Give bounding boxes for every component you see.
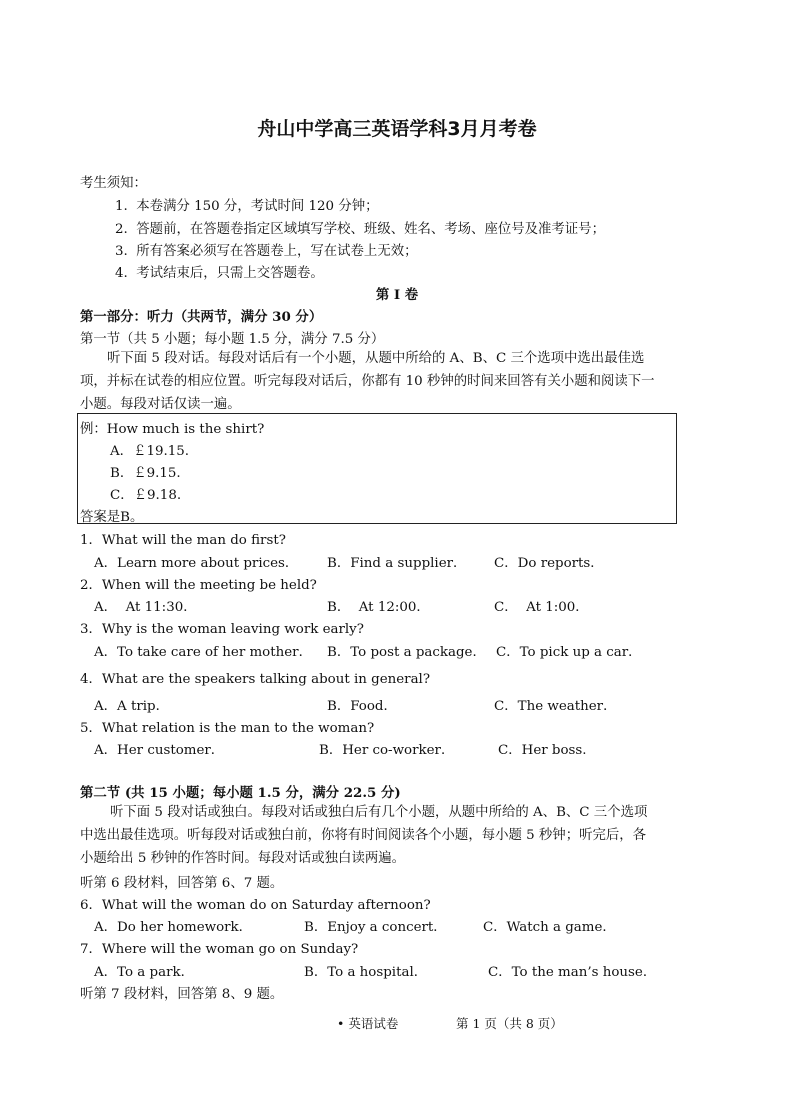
question-stem: 7．Where will the woman go on Sunday? [80, 942, 359, 957]
option-b: B．To post a package． [327, 645, 486, 660]
option-b: B．Food． [327, 699, 397, 714]
option-c: C．The weather． [494, 699, 617, 714]
section1-instructions [80, 347, 714, 416]
instruction-line: 中选出最佳选项。听每段对话或独白前，你将有时间阅读各个小题，每小题 5 秒钟；听完后，各 [80, 828, 647, 843]
instruction-line: 听下面 5 段对话或独白。每段对话或独白后有几个小题，从题中所给的 A、B、C 三个选项 [110, 805, 648, 820]
option-a: A．To take care of her mother． [94, 645, 312, 660]
option-c: C．To pick up a car． [496, 645, 642, 660]
footer-page-number: 第 1 页（共 8 页） [456, 1016, 563, 1031]
instruction-line: 项，并标在试卷的相应位置。听完每段对话后，你都有 10 秒钟的时间来回答有关小题和阅读下一 [80, 374, 655, 389]
question-stem: 4．What are the speakers talking about in general? [80, 672, 431, 687]
material-note: 听第 6 段材料，回答第 6、7 题。 [80, 876, 284, 891]
footer-subject: • 英语试卷 [337, 1016, 399, 1031]
example-question: 例：How much is the shirt? [80, 422, 265, 437]
notice-item: 4. 考试结束后，只需上交答题卷。 [115, 266, 324, 281]
section2-heading: 第二节 (共 15 小题；每小题 1.5 分，满分 22.5 分) [80, 785, 401, 801]
option-c: C．Do reports． [494, 556, 604, 571]
example-option: B．￡9.15. [110, 466, 181, 481]
option-a: A．Do her homework． [94, 920, 253, 935]
question-stem: 3．Why is the woman leaving work early? [80, 622, 364, 637]
example-option: C．￡9.18. [110, 488, 182, 503]
option-b: B．To a hospital． [304, 965, 428, 980]
option-b: B．Her co-worker． [319, 743, 455, 758]
volume-heading: 第 I 卷 [375, 287, 419, 303]
instruction-line: 小题给出 5 秒钟的作答时间。每段对话或独白读两遍。 [80, 851, 406, 866]
notice-item: 2. 答题前，在答题卷指定区域填写学校、班级、姓名、考场、座位号及准考证号； [115, 222, 605, 237]
exam-title: 舟山中学高三英语学科3月月考卷 [257, 118, 537, 140]
option-c: C． At 1:00． [494, 600, 589, 615]
option-c: C．Watch a game． [483, 920, 616, 935]
option-a: A．To a park． [94, 965, 194, 980]
question-stem: 2．When will the meeting be held? [80, 578, 317, 593]
option-a: A．A trip． [94, 699, 170, 714]
notice-item: 3. 所有答案必须写在答题卷上，写在试卷上无效； [115, 244, 418, 259]
part1-heading: 第一部分：听力（共两节，满分 30 分） [80, 309, 323, 325]
option-b: B． At 12:00． [327, 600, 430, 615]
example-option: A．￡19.15. [110, 444, 190, 459]
section1-heading: 第一节（共 5 小题；每小题 1.5 分，满分 7.5 分） [80, 332, 385, 347]
question-stem: 5．What relation is the man to the woman? [80, 721, 375, 736]
example-answer: 答案是B。 [80, 510, 144, 525]
option-c: C．Her boss. [498, 743, 587, 758]
option-b: B．Find a supplier． [327, 556, 467, 571]
section2-instructions [80, 801, 714, 870]
question-stem: 1．What will the man do first? [80, 533, 286, 548]
question-stem: 6．What will the woman do on Saturday afternoon? [80, 898, 431, 913]
instruction-line: 小题。每段对话仅读一遍。 [80, 397, 241, 412]
notice-heading: 考生须知： [80, 176, 147, 191]
material-note: 听第 7 段材料，回答第 8、9 题。 [80, 987, 284, 1002]
option-a: A．Her customer． [94, 743, 225, 758]
option-a: A． At 11:30． [94, 600, 197, 615]
option-c: C．To the man’s house． [488, 965, 657, 980]
instruction-line: 听下面 5 段对话。每段对话后有一个小题，从题中所给的 A、B、C 三个选项中选出最佳选 [107, 351, 645, 366]
notice-item: 1. 本卷满分 150 分，考试时间 120 分钟； [115, 199, 379, 214]
option-b: B．Enjoy a concert． [304, 920, 447, 935]
option-a: A．Learn more about prices． [94, 556, 299, 571]
